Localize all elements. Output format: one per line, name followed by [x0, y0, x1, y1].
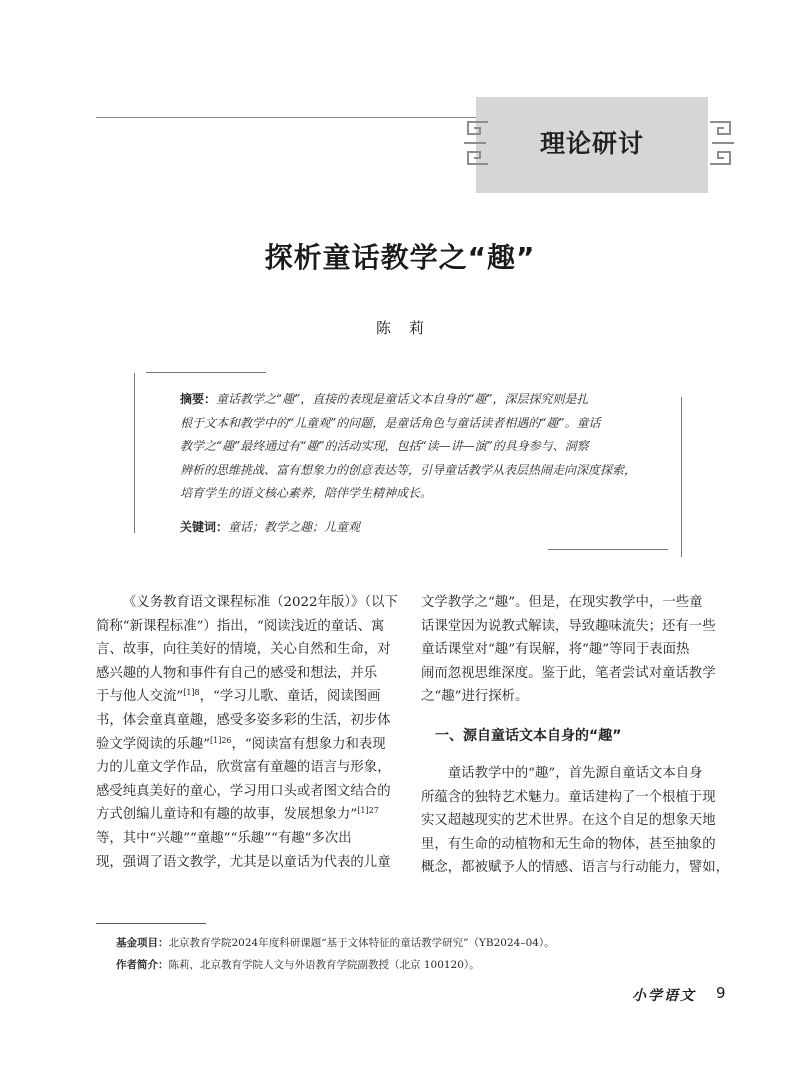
citation: [1]8: [183, 688, 200, 698]
body-left-column: [96, 591, 405, 874]
body-line: 方式创编儿童诗和有趣的故事，发展想象力”$^{[1]27}$: [96, 806, 379, 823]
body-line: 等，其中“兴趣”“童趣”“乐趣”“有趣”多次出: [96, 830, 352, 846]
section-heading: 一、源自童话文本自身的“趣”: [435, 727, 622, 744]
author-name: 陈莉: [375, 319, 442, 337]
keywords: [180, 516, 670, 539]
fund-note: [116, 934, 716, 952]
body-line: 话课堂因为说教式解读，导致趣味流失；还有一些: [421, 618, 716, 634]
abstract-left-rule: [134, 373, 135, 533]
citation: [1]26: [209, 735, 232, 745]
body-line: 感受纯真美好的童心，学习用口头或者图文结合的: [96, 783, 391, 799]
author-bio: [116, 956, 716, 974]
body-line: 文学教学之“趣”。但是，在现实教学中，一些童: [421, 595, 703, 610]
body-line: 童话教学中的“趣”，首先源自童话文本自身: [447, 765, 703, 781]
abstract-right-rule: [681, 397, 682, 557]
body-line: 书，体会童真童趣，感受多姿多彩的生活，初步体: [96, 712, 391, 728]
body-line: 《义务教育语文课程标准（2022年版）》（以下: [122, 595, 398, 610]
footnote-rule: [96, 923, 206, 924]
body-line: 概念，都被赋予人的情感、语言与行动能力，譬如，: [421, 860, 729, 876]
body-line: 里，有生命的动植物和无生命的物体，甚至抽象的: [421, 836, 716, 852]
body-line: 感兴趣的人物和事件有自己的感受和想法，并乐: [96, 665, 378, 681]
body-line: 实又超越现实的艺术世界。在这个自足的想象天地: [421, 813, 716, 829]
abstract-bottom-rule: [548, 549, 668, 550]
body-line: 童话课堂对“趣”有误解，将“趣”等同于表面热: [421, 642, 690, 658]
abstract-line: 摘要：童话教学之“趣”，直接的表现是童话文本自身的“趣”，深层探究则是扎: [180, 392, 589, 406]
bio-label: 作者简介：: [116, 959, 169, 971]
body-line: 闹而忽视思维深度。鉴于此，笔者尝试对童话教学: [421, 665, 716, 681]
abstract-line: 辨析的思维挑战、富有想象力的创意表达等，引导童话教学从表层热闹走向深度探索，: [180, 462, 637, 477]
abstract-top-rule: [146, 372, 266, 373]
body-line: 现，强调了语文教学，尤其是以童话为代表的儿童: [96, 854, 391, 870]
fund-label: 基金项目：: [116, 937, 169, 949]
fund-text: 北京教育学院2024年度科研课题“基于文体特征的童话教学研究”（YB2024–04）。: [168, 937, 555, 949]
right-ornament-icon: [708, 120, 738, 166]
bio-text: 陈莉，北京教育学院人文与外语教育学院副教授（北京 100120）。: [168, 959, 480, 971]
abstract-line: 根于文本和教学中的“儿童观”的问题，是童话角色与童话读者相遇的“趣”。童话: [180, 415, 601, 430]
body-right-column: [421, 591, 730, 880]
journal-name: 小学语文: [632, 988, 696, 1004]
keywords-label: 关键词：: [180, 520, 229, 534]
abstract-line: 培育学生的语文核心素养，陪伴学生精神成长。: [180, 486, 433, 500]
page-number: 9: [716, 984, 726, 1002]
section-title: 理论研讨: [539, 129, 644, 158]
keywords-text: 童话；教学之趣；儿童观: [228, 520, 361, 534]
citation: [1]27: [357, 806, 379, 816]
body-line: 所蕴含的独特艺术魅力。童话建构了一个根植于现: [421, 789, 716, 805]
abstract-line: 教学之“趣”最终通过有“趣”的活动实现，包括“读—讲—演”的具身参与、洞察: [180, 439, 589, 453]
abstract-label: 摘要：: [180, 392, 217, 406]
body-line: 于与他人交流”$^{[1]8}$，“学习儿歌、童话，阅读图画: [96, 688, 381, 705]
article-title: 探析童话教学之“趣”: [264, 241, 536, 274]
body-line: 之“趣”进行探析。: [421, 689, 529, 705]
body-line: 简称“新课程标准”）指出，“阅读浅近的童话、寓: [96, 618, 385, 634]
body-line: 验文学阅读的乐趣”$^{[1]26}$，“阅读富有想象力和表现: [96, 735, 386, 752]
abstract: [180, 388, 670, 506]
body-line: 力的儿童文学作品，欣赏富有童趣的语言与形象，: [96, 760, 391, 776]
body-line: 言、故事，向往美好的情境，关心自然和生命，对: [96, 642, 391, 658]
